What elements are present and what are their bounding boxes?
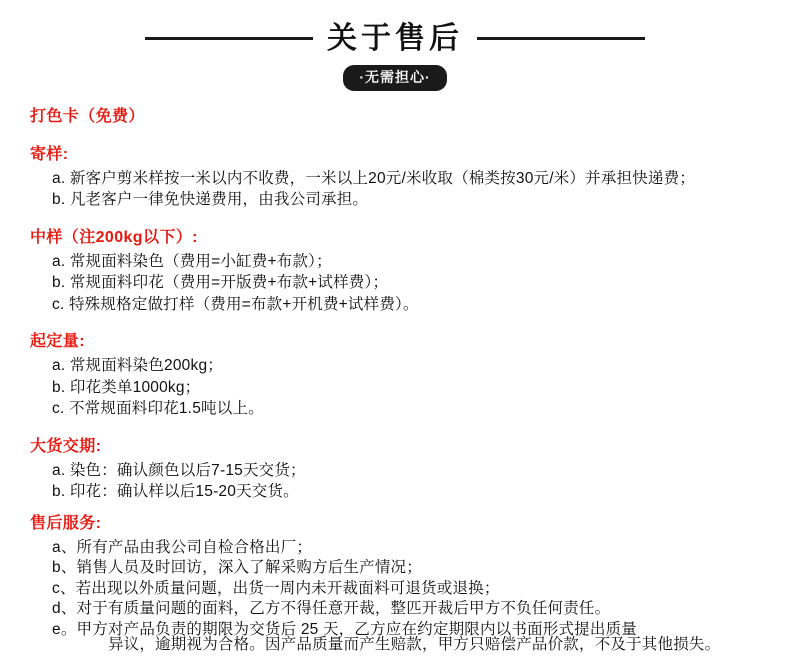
section-items [30,358,790,417]
list-item: b. 印花：确认样以后15-20天交货。 [52,483,299,501]
list-item: a. 常规面料染色200kg； [52,357,223,375]
document-header [0,0,790,91]
page-title: 关于售后 [327,22,463,55]
section-heading: 中样（注200kg以下）: [30,228,198,246]
list-item-main: e。甲方对产品负责的期限为交货后 25 天，乙方应在约定期限内以书面形式提出质量 [52,620,637,638]
section-items [30,171,790,208]
section-heading: 起定量: [30,333,85,351]
section-lead-time [30,439,790,500]
list-item-continuation: 异议，逾期视为合格。因产品质量而产生赔款，甲方只赔偿产品价款，不及于其他损失。 [108,636,721,654]
section-heading: 寄样: [30,145,69,163]
list-item: b. 印花类单1000kg； [52,378,201,396]
document-body [0,91,790,653]
section-after-sales-service [30,516,790,653]
list-item: c. 不常规面料印花1.5吨以上。 [52,400,264,418]
title-row [0,22,790,55]
subtitle-badge: ·无需担心· [343,65,446,91]
section-items [30,463,790,500]
section-heading: 大货交期: [30,437,102,455]
title-rule-left [145,37,313,40]
list-item: c、若出现以外质量问题，出货一周内未开裁面料可退货或退换； [52,579,500,597]
section-minimum-order [30,334,790,417]
title-rule-right [477,37,645,40]
list-item: c. 特殊规格定做打样（费用=布款+开机费+试样费）。 [52,295,419,313]
list-item: b. 凡老客户一律免快递费用，由我公司承担。 [52,191,369,209]
section-medium-sample [30,230,790,313]
section-color-card [30,109,790,125]
list-item: a. 新客户剪米样按一米以内不收费，一米以上20元/米收取（棉类按30元/米）并承担快递费； [52,169,696,187]
section-heading: 售后服务: [30,514,102,532]
list-item: a. 常规面料染色（费用=小缸费+布款）； [52,252,332,270]
list-item: d、对于有质量问题的面料，乙方不得任意开裁，整匹开裁后甲方不负任何责任。 [52,600,611,618]
list-item: a. 染色：确认颜色以后7-15天交货； [52,461,306,479]
list-item: b、销售人员及时回访，深入了解采购方后生产情况； [52,559,422,577]
list-item: b. 常规面料印花（费用=开版费+布款+试样费）； [52,274,389,292]
section-items [30,540,790,653]
section-heading: 打色卡（免费） [30,107,145,125]
section-sampling [30,147,790,208]
list-item [30,622,790,653]
list-item: a、所有产品由我公司自检合格出厂； [52,538,313,556]
section-items [30,254,790,313]
